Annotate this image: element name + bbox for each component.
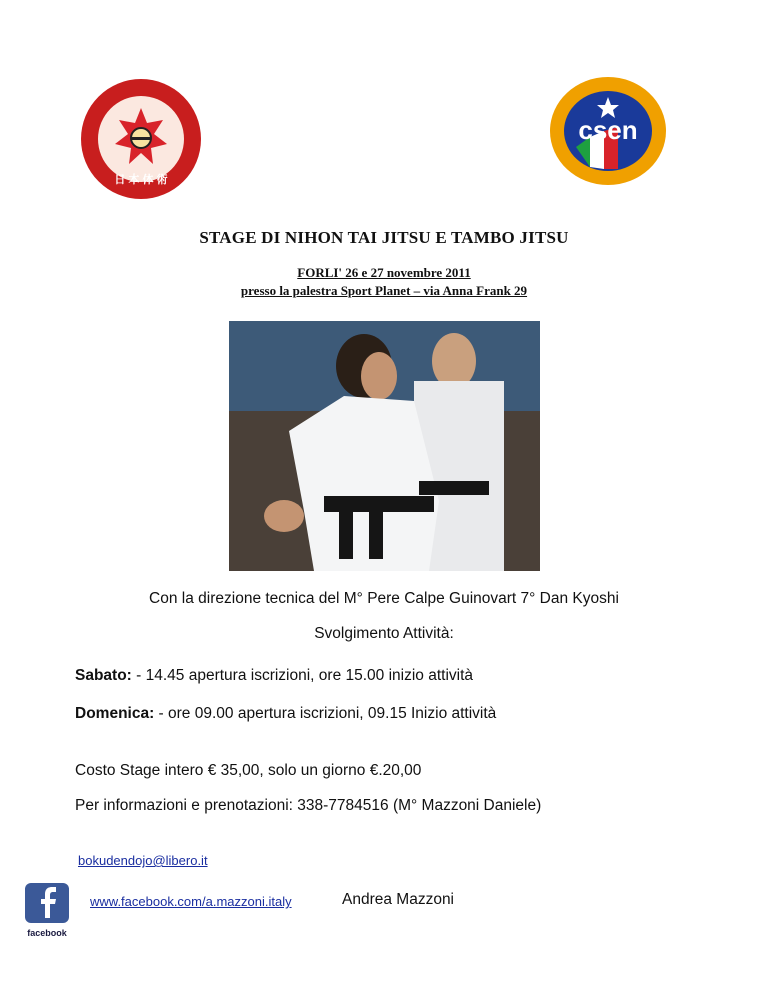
csen-logo	[548, 75, 668, 187]
venue-line: presso la palestra Sport Planet – via Anna Frank 29	[240, 283, 528, 298]
schedule-heading: Svolgimento Attività:	[314, 625, 454, 642]
csen-wordmark: csen	[578, 115, 638, 145]
saturday-label: Sabato:	[75, 667, 132, 684]
author-name: Andrea Mazzoni	[342, 891, 455, 908]
sunday-text: - ore 09.00 apertura iscrizioni, 09.15 Inizio attività	[154, 705, 497, 722]
martial-artists-image	[229, 321, 540, 571]
technical-direction: Con la direzione tecnica del M° Pere Calpe Guinovart 7° Dan Kyoshi	[149, 590, 619, 607]
federation-logo	[80, 78, 202, 200]
facebook-icon	[24, 882, 70, 924]
cost-line: Costo Stage intero € 35,00, solo un giorno €.20,00	[75, 762, 422, 779]
facebook-badge[interactable]	[24, 882, 70, 938]
date-line: FORLI' 26 e 27 novembre 2011	[297, 265, 471, 280]
sunday-label: Domenica:	[75, 705, 155, 722]
facebook-badge-label: facebook	[27, 928, 67, 938]
karate-photo	[229, 321, 540, 571]
page-title: STAGE DI NIHON TAI JITSU E TAMBO JITSU	[199, 228, 569, 247]
saturday-text: - 14.45 apertura iscrizioni, ore 15.00 inizio attività	[131, 667, 474, 684]
saturday-schedule	[75, 667, 473, 685]
email-link[interactable]: bokudendojo@libero.it	[78, 853, 208, 868]
sunday-schedule	[75, 705, 496, 723]
federation-glyphs: 日 本 体 術	[114, 174, 168, 186]
info-line: Per informazioni e prenotazioni: 338-7784516 (M° Mazzoni Daniele)	[75, 797, 542, 814]
facebook-link[interactable]: www.facebook.com/a.mazzoni.italy	[90, 894, 292, 909]
